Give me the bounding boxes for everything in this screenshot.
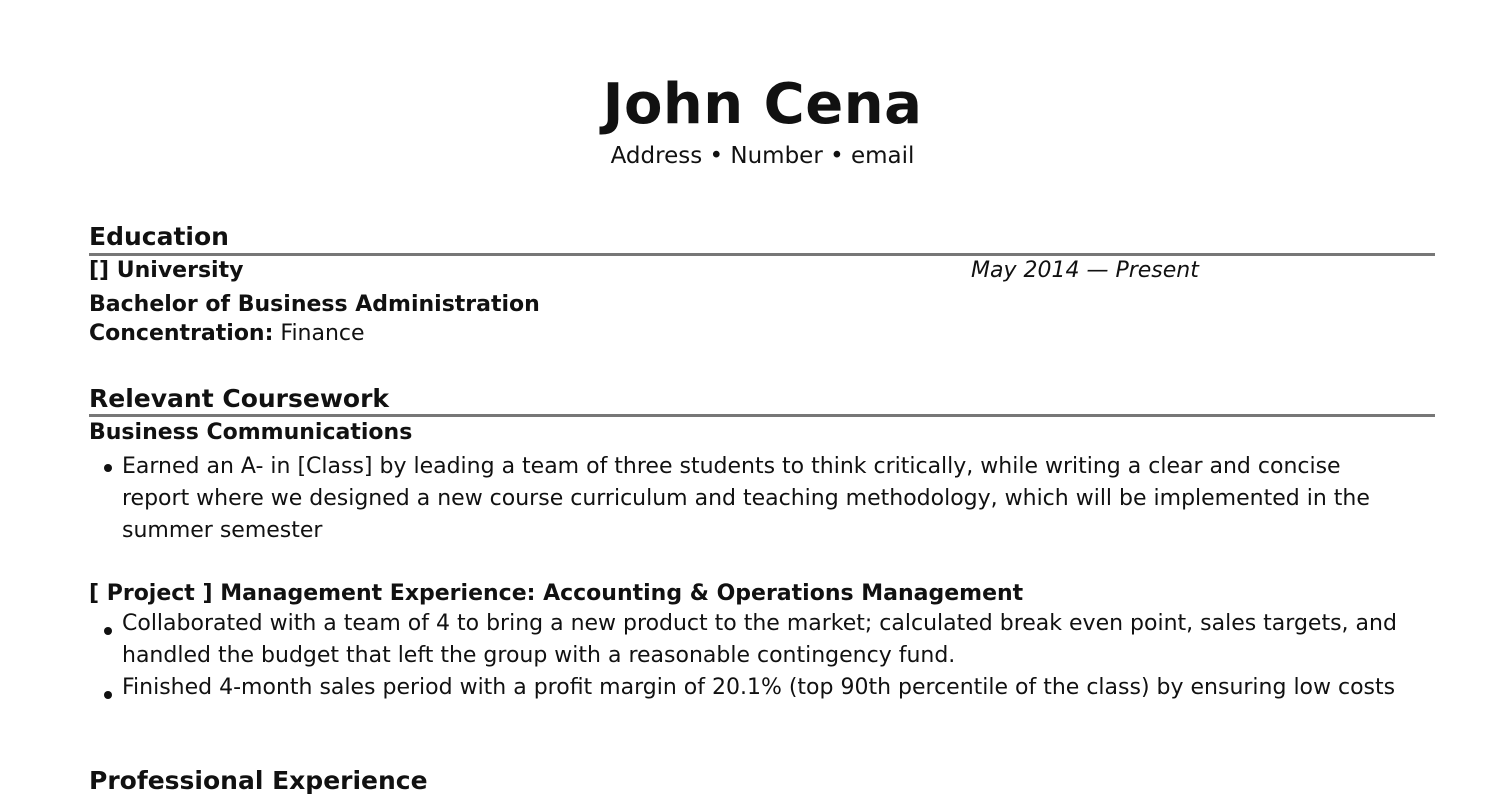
project-bullet: Collaborated with a team of 4 to bring a new product to the market; calculated break even point, sales targets, and handled the budget that left the group with a reasonable contingency fund. (122, 611, 1397, 668)
education-dates: May 2014 — Present (971, 258, 1199, 283)
concentration-value: Finance (273, 321, 365, 346)
section-title-education: Education (89, 222, 229, 251)
bullet-icon (104, 464, 112, 472)
project-bullet: Finished 4-month sales period with a profit margin of 20.1% (top 90th percentile of the class) by ensuring low costs (122, 675, 1396, 700)
section-title-experience: Professional Experience (89, 766, 428, 795)
section-title-coursework: Relevant Coursework (89, 384, 390, 413)
course-bullet: Earned an A- in [Class] by leading a team of three students to think critically, while writing a clear and concise report where we designed a new course curriculum and teaching methodology, which will be implemented in the summer semester (122, 454, 1370, 543)
candidate-name: John Cena (602, 72, 923, 137)
concentration-label: Concentration: (89, 321, 274, 346)
section-divider (89, 414, 1435, 417)
bullet-icon (104, 627, 112, 635)
contact-info: Address • Number • email (610, 143, 915, 169)
degree: Bachelor of Business Administration (89, 292, 540, 317)
bullet-icon (104, 691, 112, 699)
course-name: Business Communications (89, 420, 413, 445)
section-divider (89, 253, 1435, 256)
concentration-line (89, 320, 365, 348)
school-name: [] University (89, 258, 244, 283)
project-name: [ Project ] Management Experience: Accounting & Operations Management (89, 581, 1024, 606)
